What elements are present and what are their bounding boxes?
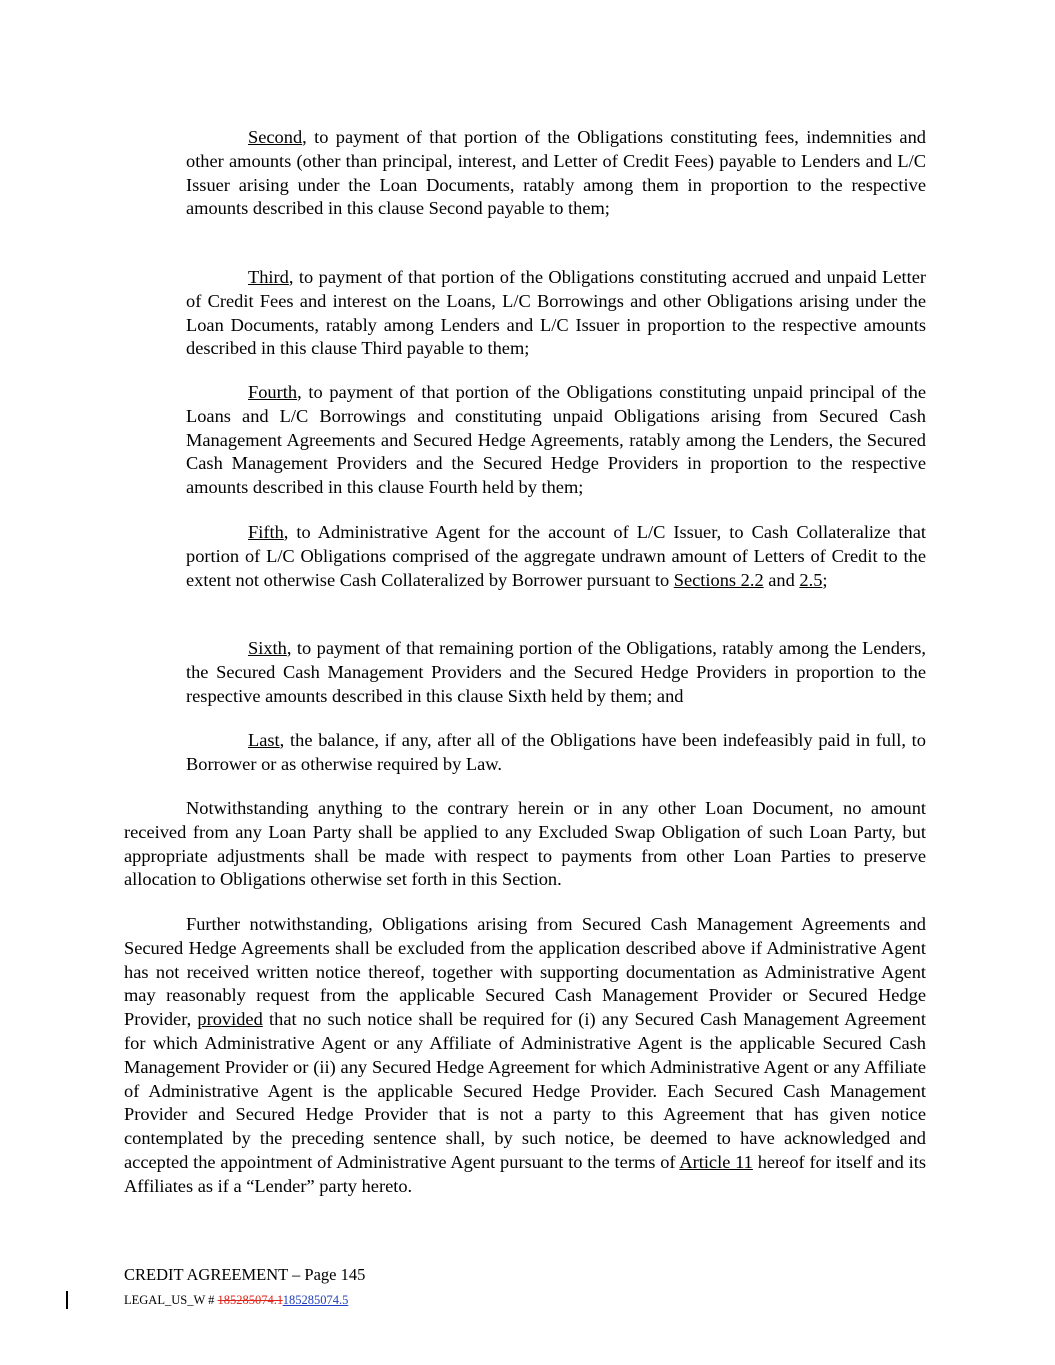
footer-page-title: CREDIT AGREEMENT – Page 145 xyxy=(124,1265,366,1284)
paragraph-text: that no such notice shall be required for (i) any Secured Cash Management Agreement for which Administrative Agent or any Affiliate of Administrative Agent is the applicable Secured Cash Management Provider or (ii) any Secured Hedge Agreement for which Administrative Agent or any Affiliate of Administrative Agent is the applicable Secured Hedge Provider. Each Secured Cash Management Provider and Secured Hedge Provider that is not a party to this Agreement that has given notice contemplated by the preceding sentence shall, by such notice, be deemed to have acknowledged and accepted the appointment of Administrative Agent pursuant to the terms of xyxy=(124,1009,926,1172)
inserted-document-id: 185285074.5 xyxy=(282,1293,349,1307)
clause-sixth xyxy=(186,637,926,708)
clause-text: , to payment of that remaining portion of the Obligations, ratably among the Lenders, the Secured Cash Management Providers and the Secured Hedge Providers in proportion to the respective amounts described in this clause Sixth held by them; and xyxy=(186,638,926,706)
footer-legal-id xyxy=(124,1291,348,1309)
clause-text: , to payment of that portion of the Obligations constituting accrued and unpaid Letter of Credit Fees and interest on the Loans, L/C Borrowings and other Obligations arising under the Loan Documents, ratably among Lenders and L/C Issuer in proportion to the respective amounts described in this clause Third payable to them; xyxy=(186,267,926,359)
provided-term: provided xyxy=(197,1009,263,1030)
clause-text: , to payment of that portion of the Obligations constituting unpaid principal of the Loans and L/C Borrowings and constituting unpaid Obligations arising from Secured Cash Management Agreements and Secured Hedge Agreements, ratably among the Lenders, the Secured Cash Management Providers and the Secured Hedge Providers in proportion to the respective amounts described in this clause Fourth held by them; xyxy=(186,382,926,498)
clause-text-end: ; xyxy=(822,569,828,590)
section-reference: Sections 2.2 xyxy=(673,569,764,590)
clause-text: , to payment of that portion of the Obligations constituting fees, indemnities and other amounts (other than principal, interest, and Letter of Credit Fees) payable to Lenders and L/C Issuer arising under the Loan Documents, ratably among them in proportion to the respective amounts described in this clause Second payable to them; xyxy=(186,127,926,219)
clause-label: Fourth xyxy=(248,382,298,402)
revision-change-bar xyxy=(66,1291,68,1309)
clause-text: , to Administrative Agent for the account of L/C Issuer, to Cash Collateralize that portion of L/C Obligations comprised of the aggregate undrawn amount of Letters of Credit to the extent not otherwise Cash Collateralized by Borrower pursuant to xyxy=(186,522,926,590)
paragraph-text: hereof for itself and its Affiliates as if a “Lender” party hereto. xyxy=(124,1151,926,1196)
clause-label: Third xyxy=(248,267,289,287)
paragraph-text: Further notwithstanding, Obligations arising from Secured Cash Management Agreements and Secured Hedge Agreements shall be excluded from the application described above if Administrative Agent has not received written notice thereof, together with supporting documentation as Administrative Agent may reasonably request from the applicable Secured Cash Management Provider or Secured Hedge Provider, xyxy=(124,914,926,1030)
clause-label: Last xyxy=(248,730,280,750)
clause-label: Fifth xyxy=(248,522,284,542)
clause-fourth xyxy=(186,381,926,500)
clause-text-connector: and xyxy=(763,569,800,590)
section-reference: 2.5 xyxy=(799,569,823,590)
article-reference: Article 11 xyxy=(679,1151,753,1172)
further-notwithstanding-paragraph xyxy=(124,913,926,1199)
clause-third xyxy=(186,266,926,361)
clause-label: Second xyxy=(248,127,303,147)
legal-prefix: LEGAL_US_W # xyxy=(124,1293,218,1307)
clause-text: , the balance, if any, after all of the Obligations have been indefeasibly paid in full, to Borrower or as otherwise required by Law. xyxy=(186,730,926,774)
notwithstanding-paragraph xyxy=(124,797,926,892)
deleted-document-id: 185285074.1 xyxy=(217,1293,283,1307)
clause-second xyxy=(186,126,926,221)
clause-fifth xyxy=(186,521,926,592)
paragraph-text: Notwithstanding anything to the contrary herein or in any other Loan Document, no amount received from any Loan Party shall be applied to any Excluded Swap Obligation of such Loan Party, but appropriate adjustments shall be made with respect to payments from other Loan Parties to preserve allocation to Obligations otherwise set forth in this Section. xyxy=(124,798,926,890)
clause-last xyxy=(186,729,926,777)
clause-label: Sixth xyxy=(248,638,287,658)
